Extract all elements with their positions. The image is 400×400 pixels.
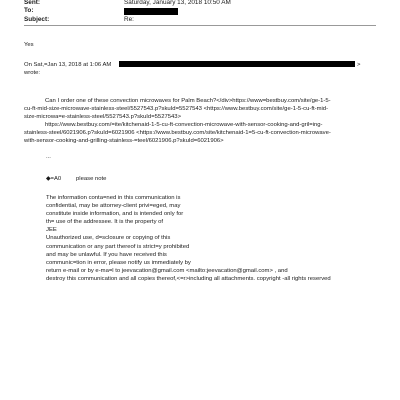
disclaimer-line: destroy this communication and all copies thereof,<=r>including all attachments. copyright -all rights reserved <box>46 275 331 282</box>
disclaimer-line: return e-mail or by e-ma=l to jeevacation@gmail.com <mailto:jeevacation@gmail.com> , and <box>46 267 288 274</box>
quoted-message <box>24 97 331 146</box>
disclaimer-line: communication or any part thereof is strict=y prohibited <box>46 243 190 250</box>
message-line: size-microwa=e-stainless-steel/5527543.p?skuId=5527543> <box>24 114 182 121</box>
subject-label: Subject: <box>24 16 50 23</box>
sent-row <box>24 0 231 7</box>
disclaimer-line: constitute inside information, and is intended only for <box>46 211 184 218</box>
to-row <box>24 7 124 15</box>
redacted-sender <box>119 61 355 67</box>
disclaimer-line: th= use of the addressee. It is the property of <box>46 219 164 226</box>
note-glyph: ◆=A0 <box>46 176 62 182</box>
disclaimer-line: Unauthorized use, d=sclosure or copying of this <box>46 235 171 242</box>
disclaimer-line: JEE <box>46 227 57 234</box>
message-line: Can I order one of these convection microwaves for Palm Beach?</div>https://www=bestbuy.com/site/ge-1-5- <box>45 98 331 104</box>
message-line: cu-ft-mid-size-microwave-stainless-steel/5527543.p?skuId=5527543 <https://www.bestbuy.com/site/ge-1-5-cu-ft-mid- <box>24 106 329 113</box>
redacted-recipient <box>124 8 178 15</box>
disclaimer-line: The information conta=ned in this communication is <box>46 195 181 201</box>
wrote-text: wrote: <box>24 70 41 76</box>
reply-text: Yes <box>24 42 34 48</box>
disclaimer-line: communic=tion in error, please notify us immediately by <box>46 259 191 266</box>
header-divider <box>24 25 376 26</box>
message-line: https://www.bestbuy.com/=ite/kitchenaid-1-5-cu-ft-convection-microwave-with-sensor-cooking-and-gril=ing- <box>45 122 323 129</box>
sent-label: Sent: <box>24 0 40 6</box>
note-text: please note <box>76 176 107 182</box>
subject-value: Re: <box>124 16 134 23</box>
subject-row <box>24 16 134 24</box>
ellipsis: ... <box>46 154 51 160</box>
sent-value: Saturday, January 13, 2018 10:50 AM <box>124 0 231 6</box>
quote-suffix: > <box>357 62 361 68</box>
disclaimer-line: confidential, may be attorney-client privi=eged, may <box>46 203 181 210</box>
to-label: To: <box>24 7 34 14</box>
quote-prefix: On Sat,=Jan 13, 2018 at 1:06 AM <box>24 62 112 68</box>
message-line: stainless-steel/6021906.p?skuId=6021906 <https://www.bestbuy.com/site/kitchenaid-1=5-cu-ft-convection-microwave- <box>24 130 331 137</box>
disclaimer-line: and may be unlawful. If you have received this <box>46 251 167 258</box>
disclaimer <box>46 194 331 283</box>
message-line: with-sensor-cooking-and-grilling-stainless-=teel/6021906.p?skuId=6021906> <box>24 138 224 145</box>
